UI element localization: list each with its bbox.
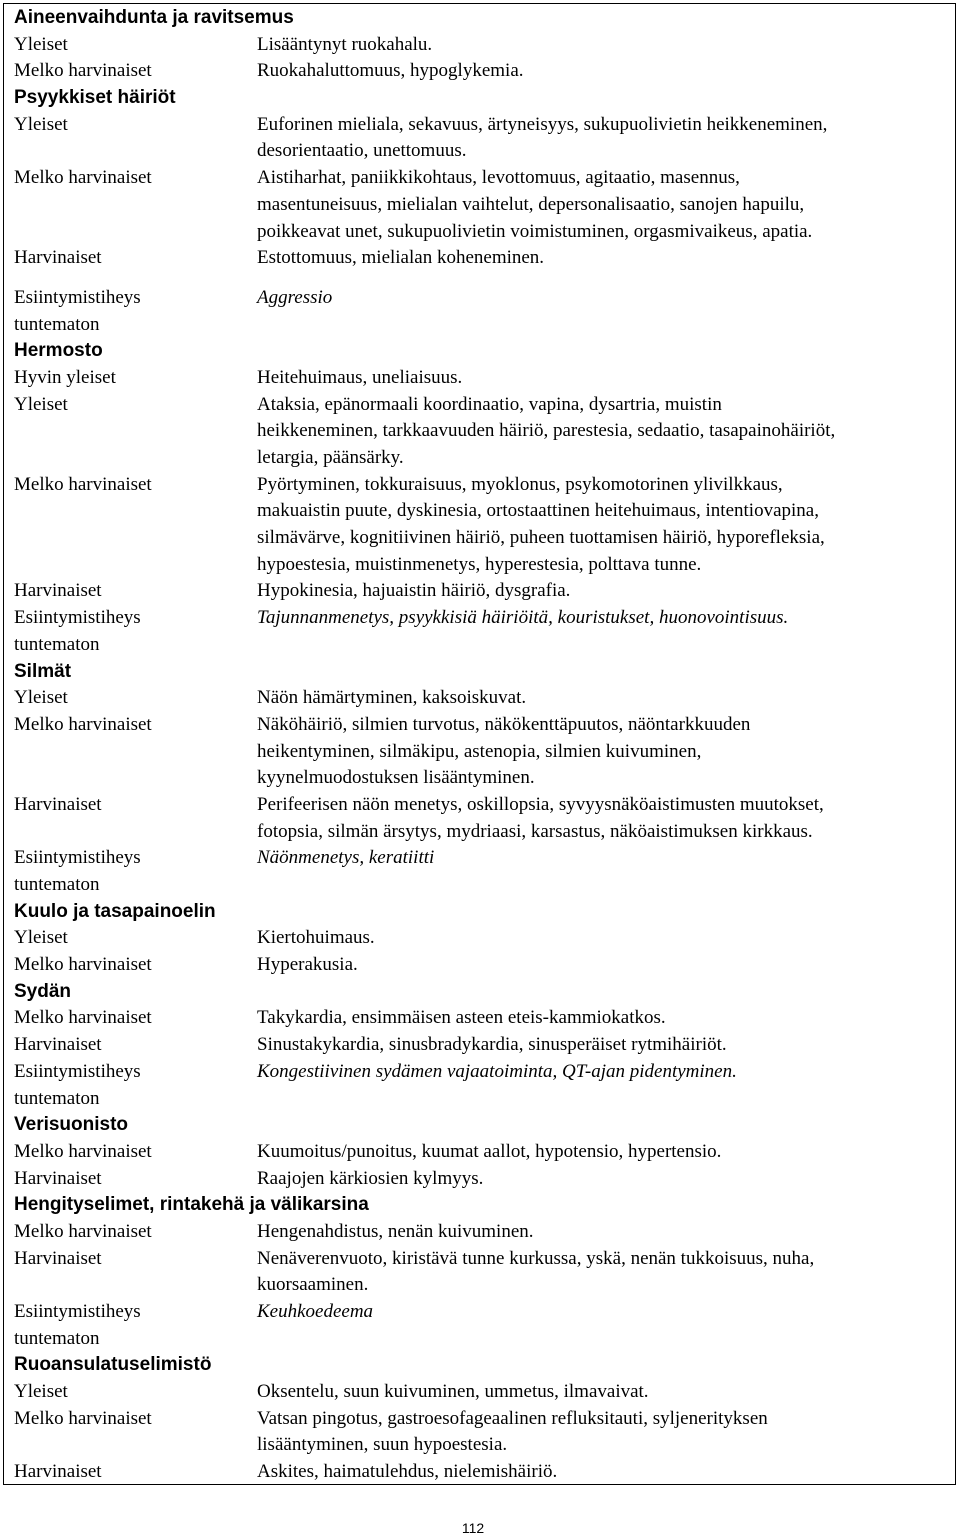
effect-text: Perifeerisen näön menetys, oskillopsia, syvyysnäköaistimusten muutokset, xyxy=(257,793,824,815)
effect-text: Oksentelu, suun kuivuminen, ummetus, ilmavaivat. xyxy=(257,1381,649,1403)
section-title-row xyxy=(0,979,960,1006)
frequency-label: Yleiset xyxy=(14,1381,68,1403)
table-row xyxy=(0,138,960,165)
table-row xyxy=(0,165,960,192)
frequency-label: tuntematon xyxy=(14,1327,100,1349)
table-row xyxy=(0,1219,960,1246)
effect-text: Näönmenetys, keratiitti xyxy=(257,847,435,869)
table-row xyxy=(0,792,960,819)
effect-text: Kuumoitus/punoitus, kuumat aallot, hypotensio, hypertensio. xyxy=(257,1140,722,1162)
table-row xyxy=(0,1299,960,1326)
section-title: Silmät xyxy=(14,660,72,682)
table-row xyxy=(0,1032,960,1059)
section-title: Psyykkiset häiriöt xyxy=(14,87,176,109)
effect-text: kuorsaaminen. xyxy=(257,1274,369,1296)
frequency-label: Melko harvinaiset xyxy=(14,1007,152,1029)
frequency-label: tuntematon xyxy=(14,313,100,335)
table-row xyxy=(0,632,960,659)
effect-text: Sinustakykardia, sinusbradykardia, sinusperäiset rytmihäiriöt. xyxy=(257,1034,727,1056)
frequency-label: Melko harvinaiset xyxy=(14,60,152,82)
frequency-label: Yleiset xyxy=(14,927,68,949)
effect-text: Näön hämärtyminen, kaksoiskuvat. xyxy=(257,687,527,709)
table-row xyxy=(0,365,960,392)
section-title-row xyxy=(0,1112,960,1139)
frequency-label: tuntematon xyxy=(14,1087,100,1109)
frequency-label: Harvinaiset xyxy=(14,247,102,269)
table-row xyxy=(0,739,960,766)
frequency-label: Melko harvinaiset xyxy=(14,713,152,735)
table-row xyxy=(0,472,960,499)
effect-text: Heitehuimaus, uneliaisuus. xyxy=(257,366,463,388)
table-row xyxy=(0,712,960,739)
table-row xyxy=(0,192,960,219)
section-title-row xyxy=(0,85,960,112)
table-row xyxy=(0,1086,960,1113)
table-row xyxy=(0,552,960,579)
effect-text: Euforinen mieliala, sekavuus, ärtyneisyys, sukupuolivietin heikkeneminen, xyxy=(257,113,828,135)
frequency-label: Harvinaiset xyxy=(14,1034,102,1056)
frequency-label: Melko harvinaiset xyxy=(14,1220,152,1242)
effect-text: Ruokahaluttomuus, hypoglykemia. xyxy=(257,60,524,82)
frequency-label: Yleiset xyxy=(14,393,68,415)
frequency-label: Yleiset xyxy=(14,113,68,135)
table-row xyxy=(0,845,960,872)
table-row xyxy=(0,1326,960,1353)
section-title-row xyxy=(0,899,960,926)
effect-text: silmävärve, kognitiivinen häiriö, puheen tuottamisen häiriö, hyporefleksia, xyxy=(257,527,825,549)
effect-text: Hypokinesia, hajuaistin häiriö, dysgrafia. xyxy=(257,580,571,602)
effect-text: heikkeneminen, tarkkaavuuden häiriö, parestesia, sedaatio, tasapainohäiriöt, xyxy=(257,420,836,442)
frequency-label: Esiintymistiheys xyxy=(14,286,141,308)
effect-text: Hyperakusia. xyxy=(257,954,358,976)
frequency-label: Esiintymistiheys xyxy=(14,607,141,629)
section-title: Hengityselimet, rintakehä ja välikarsina xyxy=(14,1194,369,1216)
table-row xyxy=(0,498,960,525)
table-row xyxy=(0,1166,960,1193)
frequency-label: Yleiset xyxy=(14,33,68,55)
table-row xyxy=(0,112,960,139)
table-row xyxy=(0,605,960,632)
effect-text: Pyörtyminen, tokkuraisuus, myoklonus, psykomotorinen ylivilkkaus, xyxy=(257,473,783,495)
section-title: Sydän xyxy=(14,980,72,1002)
table-row xyxy=(0,952,960,979)
frequency-label: Harvinaiset xyxy=(14,1167,102,1189)
frequency-label: Melko harvinaiset xyxy=(14,167,152,189)
effect-text: Hengenahdistus, nenän kuivuminen. xyxy=(257,1220,534,1242)
table-row xyxy=(0,1005,960,1032)
table-row xyxy=(0,58,960,85)
table-row xyxy=(0,1272,960,1299)
section-title: Ruoansulatuselimistö xyxy=(14,1354,212,1376)
effect-text: masentuneisuus, mielialan vaihtelut, depersonalisaatio, sanojen hapuilu, xyxy=(257,193,805,215)
effect-text: Nenäverenvuoto, kiristävä tunne kurkussa, yskä, nenän tukkoisuus, nuha, xyxy=(257,1247,815,1269)
effect-text: makuaistin puute, dyskinesia, ortostaattinen heitehuimaus, intentiovapina, xyxy=(257,500,819,522)
page-number: 112 xyxy=(461,1520,485,1536)
effect-text: desorientaatio, unettomuus. xyxy=(257,140,467,162)
section-title-row xyxy=(0,659,960,686)
effect-text: Keuhkoedeema xyxy=(257,1301,374,1322)
frequency-label: tuntematon xyxy=(14,633,100,655)
effect-text: kyynelmuodostuksen lisääntyminen. xyxy=(257,767,535,789)
frequency-label: Harvinaiset xyxy=(14,1461,102,1483)
frequency-label: Harvinaiset xyxy=(14,1247,102,1269)
table-row xyxy=(0,525,960,552)
table-row xyxy=(0,1059,960,1086)
frequency-label: Esiintymistiheys xyxy=(14,1301,141,1322)
frequency-label: Esiintymistiheys xyxy=(14,1060,141,1082)
section-title-row xyxy=(0,338,960,365)
frequency-label: Yleiset xyxy=(14,687,68,709)
table-row xyxy=(0,685,960,712)
effect-text: hypoestesia, muistinmenetys, hyperestesia, polttava tunne. xyxy=(257,553,702,575)
table-row xyxy=(0,1459,960,1486)
effect-text: fotopsia, silmän ärsytys, mydriaasi, karsastus, näköaistimuksen kirkkaus. xyxy=(257,820,813,842)
effect-text: Vatsan pingotus, gastroesofageaalinen refluksitauti, syljenerityksen xyxy=(257,1407,768,1429)
table-row xyxy=(0,1139,960,1166)
effect-text: Ataksia, epänormaali koordinaatio, vapina, dysartria, muistin xyxy=(257,393,722,415)
effect-text: lisääntyminen, suun hypoestesia. xyxy=(257,1434,508,1456)
table-row xyxy=(0,219,960,246)
table-row xyxy=(0,1406,960,1433)
effect-text: Kongestiivinen sydämen vajaatoiminta, QT-ajan pidentyminen. xyxy=(257,1060,737,1082)
table-row xyxy=(0,578,960,605)
effect-text: Lisääntynyt ruokahalu. xyxy=(257,33,433,55)
frequency-label: Harvinaiset xyxy=(14,793,102,815)
frequency-label: Harvinaiset xyxy=(14,580,102,602)
section-title: Aineenvaihdunta ja ravitsemus xyxy=(14,7,294,28)
frequency-label: Melko harvinaiset xyxy=(14,954,152,976)
table-row xyxy=(0,1432,960,1459)
table-row xyxy=(0,1379,960,1406)
section-title-row xyxy=(0,5,960,32)
effect-text: Takykardia, ensimmäisen asteen eteis-kammiokatkos. xyxy=(257,1007,666,1029)
frequency-label: Esiintymistiheys xyxy=(14,847,141,869)
table-row xyxy=(0,418,960,445)
section-title: Kuulo ja tasapainoelin xyxy=(14,900,216,922)
effect-text: Aggressio xyxy=(257,286,333,308)
table-row xyxy=(0,765,960,792)
frequency-label: Melko harvinaiset xyxy=(14,1140,152,1162)
table-row xyxy=(0,445,960,472)
effect-text: Estottomuus, mielialan koheneminen. xyxy=(257,247,545,269)
section-title: Verisuonisto xyxy=(14,1114,129,1136)
frequency-label: Melko harvinaiset xyxy=(14,473,152,495)
table-row xyxy=(0,32,960,59)
effect-text: poikkeavat unet, sukupuolivietin voimistuminen, orgasmivaikeus, apatia. xyxy=(257,220,813,242)
effect-text: Aistiharhat, paniikkikohtaus, levottomuus, agitaatio, masennus, xyxy=(257,167,740,189)
effect-text: Näköhäiriö, silmien turvotus, näkökenttäpuutos, näöntarkkuuden xyxy=(257,713,751,735)
frequency-label: Hyvin yleiset xyxy=(14,366,116,388)
table-row xyxy=(0,819,960,846)
section-title-row xyxy=(0,1352,960,1379)
table-row xyxy=(0,872,960,899)
frequency-label: Melko harvinaiset xyxy=(14,1407,152,1429)
table-row xyxy=(0,245,960,272)
table-row xyxy=(0,285,960,312)
effect-text: letargia, päänsärky. xyxy=(257,447,404,468)
table-row xyxy=(0,312,960,339)
effect-text: Tajunnanmenetys, psyykkisiä häiriöitä, kouristukset, huonovointisuus. xyxy=(257,607,789,629)
effect-text: heikentyminen, silmäkipu, astenopia, silmien kuivuminen, xyxy=(257,740,702,762)
effect-text: Kiertohuimaus. xyxy=(257,927,375,949)
table-row xyxy=(0,392,960,419)
effect-text: Raajojen kärkiosien kylmyys. xyxy=(257,1167,484,1189)
frequency-label: tuntematon xyxy=(14,874,100,895)
section-title-row xyxy=(0,1192,960,1219)
table-row xyxy=(0,1246,960,1273)
effect-text: Askites, haimatulehdus, nielemishäiriö. xyxy=(257,1461,558,1483)
table-row xyxy=(0,925,960,952)
section-title: Hermosto xyxy=(14,340,103,362)
